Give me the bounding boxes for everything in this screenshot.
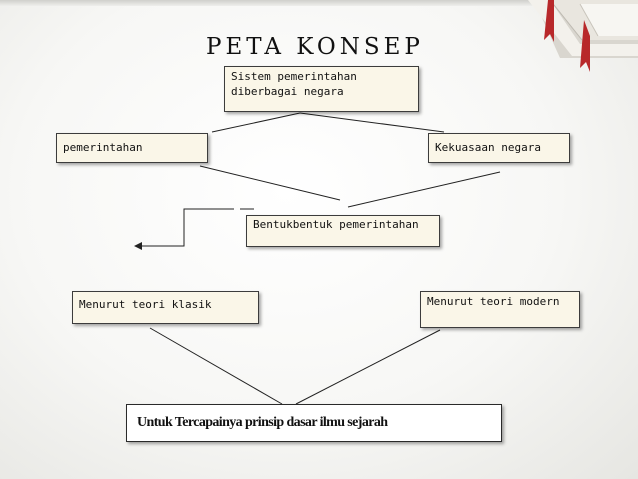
node-tujuan: Untuk Tercapainya prinsip dasar ilmu sejarah (126, 404, 502, 442)
connector-klasik-tujuan (150, 328, 282, 404)
connector-sistem-kekuasaan (300, 113, 444, 132)
arrow-head-icon (134, 242, 142, 250)
connector-sistem-pemerintahan (212, 113, 300, 132)
node-pemerintahan: pemerintahan (56, 133, 208, 163)
node-kekuasaan: Kekuasaan negara (428, 133, 570, 163)
connector-bentuk-arrow (140, 209, 234, 246)
node-sistem: Sistem pemerintahan diberbagai negara (224, 66, 419, 112)
node-modern: Menurut teori modern (420, 291, 580, 328)
node-bentuk: Bentukbentuk pemerintahan (246, 215, 440, 247)
connector-pemerintahan-bentuk (200, 166, 340, 200)
connector-kekuasaan-bentuk (348, 172, 500, 207)
diagram-title: PETA KONSEP (206, 34, 424, 60)
connector-modern-tujuan (296, 330, 440, 404)
node-klasik: Menurut teori klasik (72, 291, 259, 324)
